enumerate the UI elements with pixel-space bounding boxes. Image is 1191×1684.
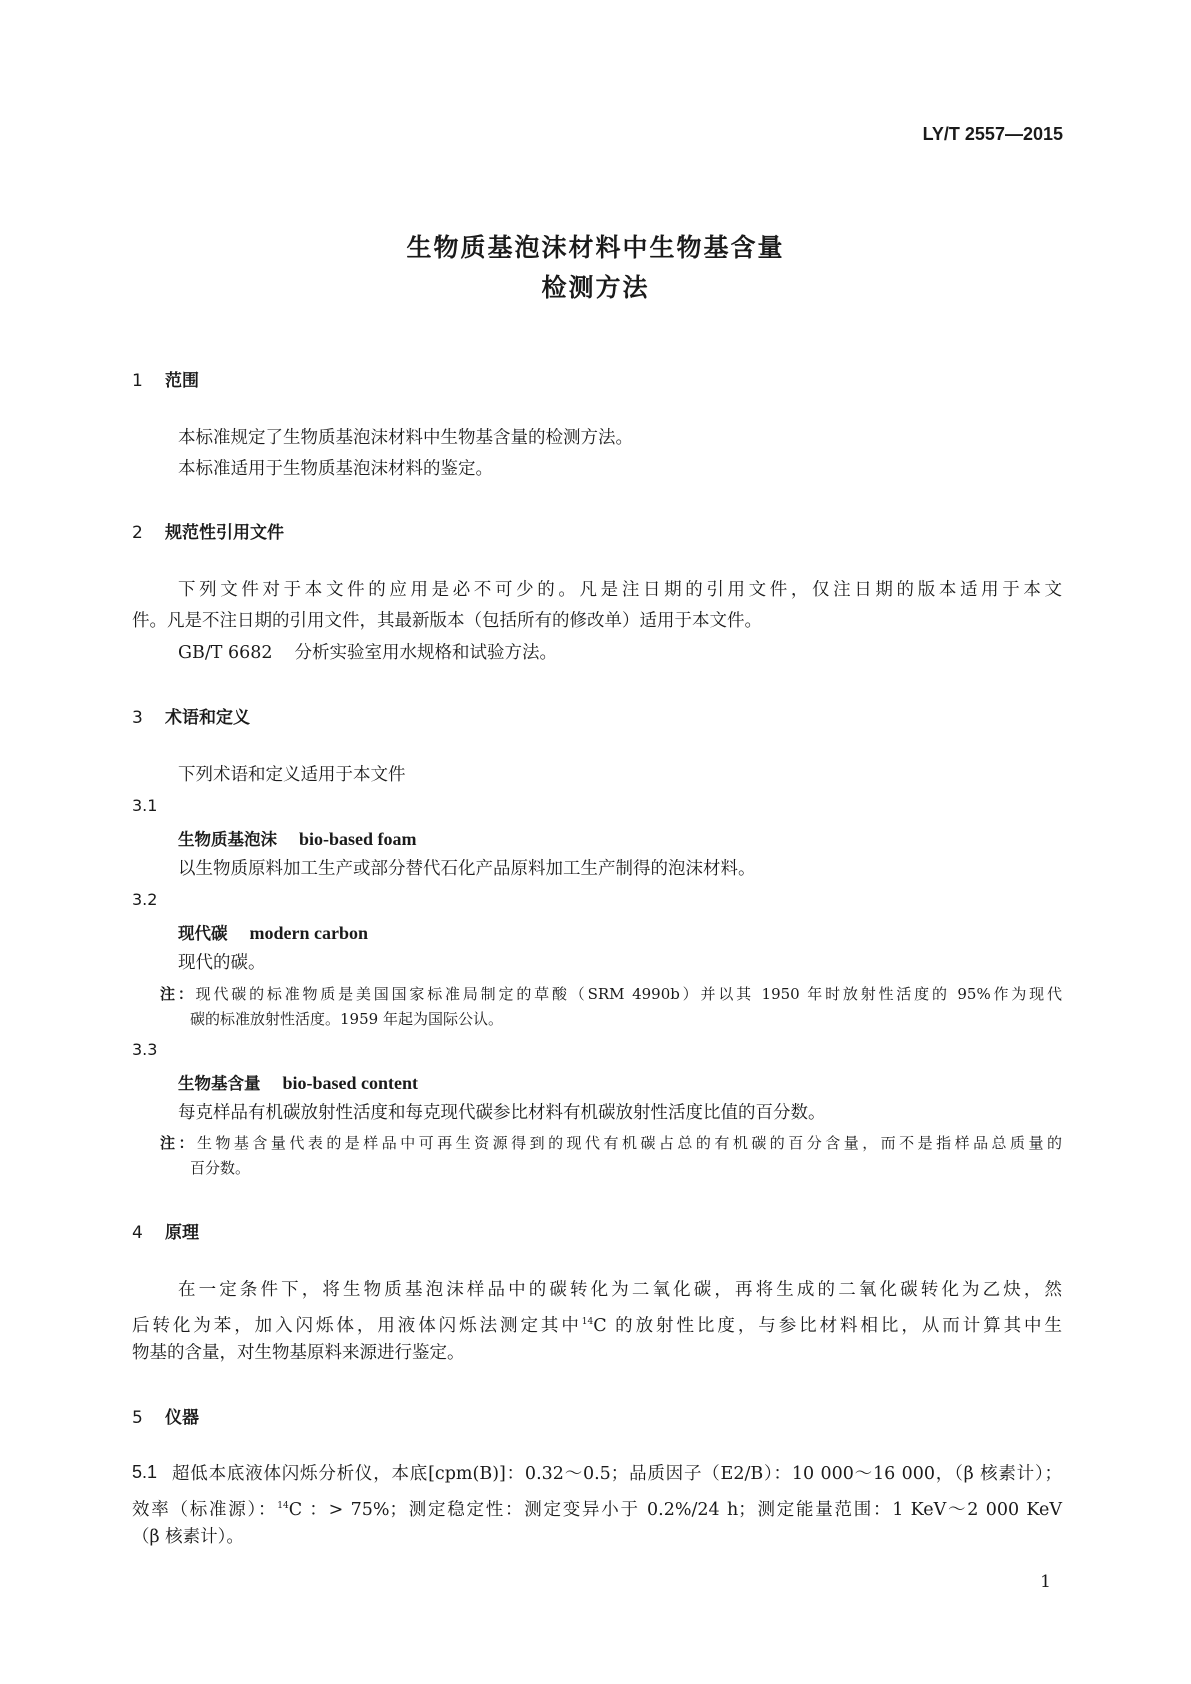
note-text: 碳的标准放射性活度。1959 年起为国际公认。 bbox=[190, 1010, 503, 1028]
section-number: 2 bbox=[132, 523, 143, 543]
term-number: 3.1 bbox=[132, 796, 158, 815]
section-number: 1 bbox=[132, 371, 143, 391]
term-zh: 生物质基泡沫 bbox=[178, 830, 277, 849]
note-text: 百分数。 bbox=[190, 1159, 251, 1177]
section-title: 术语和定义 bbox=[165, 708, 250, 728]
section-4-heading bbox=[132, 1218, 199, 1243]
paragraph-line: 在一定条件下，将生物质基泡沫样品中的碳转化为二氧化碳，再将生成的二氧化碳转化为乙炔，然 bbox=[178, 1280, 1062, 1300]
section-5-heading bbox=[132, 1403, 199, 1428]
text: C ：> 75%；测定稳定性：测定变异小于 0.2%/24 h；测定能量范围：1 KeV～2 000 KeV bbox=[288, 1500, 1062, 1520]
note bbox=[160, 1132, 1062, 1154]
term-heading bbox=[178, 826, 417, 850]
paragraph-line: 件。凡是不注日期的引用文件，其最新版本（包括所有的修改单）适用于本文件。 bbox=[132, 611, 762, 631]
section-title: 范围 bbox=[165, 371, 199, 391]
document-title-line2: 检测方法 bbox=[541, 273, 650, 302]
term-number: 3.3 bbox=[132, 1040, 158, 1059]
note-text: 生物基含量代表的是样品中可再生资源得到的现代有机碳占总的有机碳的百分含量，而不是指样品总质量的 bbox=[196, 1134, 1062, 1152]
standard-number: LY/T 2557—2015 bbox=[922, 124, 1063, 144]
term-en: bio-based content bbox=[282, 1073, 419, 1093]
page-number: 1 bbox=[1040, 1572, 1051, 1592]
term-definition: 现代的碳。 bbox=[178, 953, 266, 973]
text: 效率（标准源）： bbox=[132, 1500, 278, 1520]
term-heading bbox=[178, 1070, 418, 1094]
term-en: modern carbon bbox=[249, 923, 368, 943]
text: C 的放射性比度，与参比材料相比，从而计算其中生 bbox=[593, 1316, 1062, 1336]
normative-reference bbox=[178, 641, 557, 665]
term-zh: 生物基含量 bbox=[178, 1074, 261, 1093]
section-number: 4 bbox=[132, 1223, 143, 1243]
section-number: 5 bbox=[132, 1408, 143, 1428]
section-title: 仪器 bbox=[165, 1408, 199, 1428]
paragraph-line: 下列术语和定义适用于本文件 bbox=[178, 765, 406, 785]
section-title: 原理 bbox=[165, 1223, 199, 1243]
note-label: 注： bbox=[160, 1134, 197, 1152]
paragraph-line: （β 核素计）。 bbox=[132, 1527, 244, 1547]
superscript: 14 bbox=[581, 1317, 594, 1327]
section-3-heading bbox=[132, 703, 250, 728]
reference-code: GB/T 6682 bbox=[178, 643, 273, 663]
item-number: 5.1 bbox=[132, 1462, 158, 1482]
section-1-heading bbox=[132, 366, 199, 391]
text: 后转化为苯，加入闪烁体，用液体闪烁法测定其中 bbox=[132, 1316, 582, 1336]
reference-title: 分析实验室用水规格和试验方法。 bbox=[294, 643, 558, 663]
section-title: 规范性引用文件 bbox=[165, 523, 284, 543]
term-definition: 每克样品有机碳放射性活度和每克现代碳参比材料有机碳放射性活度比值的百分数。 bbox=[178, 1103, 826, 1123]
paragraph-line: 物基的含量，对生物基原料来源进行鉴定。 bbox=[132, 1343, 465, 1363]
term-heading bbox=[178, 920, 368, 944]
note-text: 现代碳的标准物质是美国国家标准局制定的草酸（SRM 4990b）并以其 1950 年时放射性活度的 95%作为现代 bbox=[195, 985, 1062, 1003]
term-zh: 现代碳 bbox=[178, 924, 228, 943]
section-number: 3 bbox=[132, 708, 143, 728]
term-number: 3.2 bbox=[132, 890, 158, 909]
paragraph-line: 本标准适用于生物质基泡沫材料的鉴定。 bbox=[178, 459, 493, 479]
superscript: 14 bbox=[277, 1501, 289, 1511]
paragraph-line bbox=[132, 1310, 1062, 1338]
paragraph-line: 本标准规定了生物质基泡沫材料中生物基含量的检测方法。 bbox=[178, 428, 633, 448]
term-en: bio-based foam bbox=[299, 829, 417, 849]
document-title-line1: 生物质基泡沫材料中生物基含量 bbox=[406, 233, 785, 262]
paragraph-line bbox=[132, 1494, 1062, 1522]
note-label: 注： bbox=[160, 985, 196, 1003]
paragraph-line: 超低本底液体闪烁分析仪，本底[cpm(B)]：0.32～0.5；品质因子（E2/B）：10 000～16 000，（β 核素计）； bbox=[172, 1464, 1062, 1484]
term-definition: 以生物质原料加工生产或部分替代石化产品原料加工生产制得的泡沫材料。 bbox=[178, 859, 756, 879]
note bbox=[160, 983, 1062, 1005]
paragraph-line: 下列文件对于本文件的应用是必不可少的。凡是注日期的引用文件，仅注日期的版本适用于本文 bbox=[178, 580, 1062, 600]
section-2-heading bbox=[132, 518, 284, 543]
